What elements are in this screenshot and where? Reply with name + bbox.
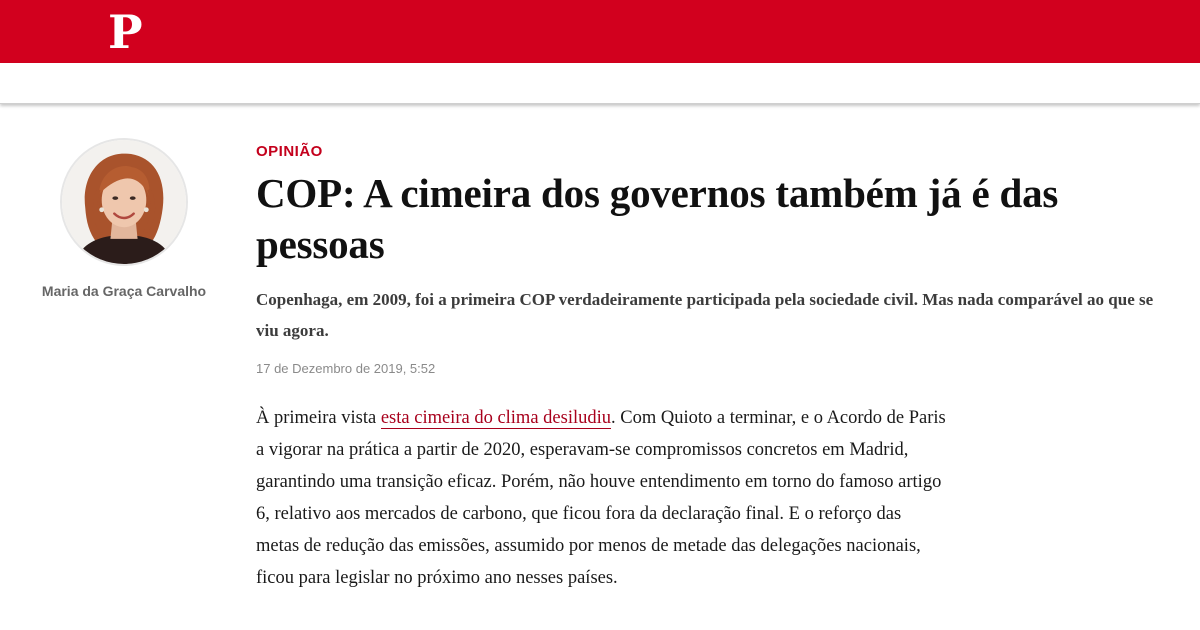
article: [256, 142, 1176, 594]
body-text-rest: . Com Quioto a terminar, e o Acordo de Paris a vigorar na prática a partir de 2020, esperavam-se compromissos concretos em Madrid, garantindo uma transição eficaz. Porém, não houve entendimento em torno do famoso artigo 6, relativo aos mercados de carbono, que ficou fora da declaração final. E o reforço das metas de redução das emissões, assumido por menos de metade das delegações nacionais, ficou para legislar no próximo ano nesses países.: [256, 408, 946, 588]
site-logo[interactable]: P: [108, 5, 142, 59]
sub-navigation-bar: [0, 63, 1200, 104]
section-kicker[interactable]: OPINIÃO: [256, 143, 323, 160]
article-title: COP: A cimeira dos governos também já é das pessoas: [256, 170, 1059, 267]
author-avatar[interactable]: [60, 138, 188, 266]
top-header-bar: [0, 0, 1200, 63]
author-name[interactable]: Maria da Graça Carvalho: [41, 283, 207, 299]
publish-date: 17 de Dezembro de 2019, 5:52: [256, 361, 436, 376]
body-text-start: À primeira vista: [256, 408, 381, 428]
climate-summit-link[interactable]: esta cimeira do clima desiludiu: [380, 408, 611, 428]
body-paragraph: [256, 402, 946, 594]
article-body: [256, 402, 946, 594]
article-lead: Copenhaga, em 2009, foi a primeira COP verdadeiramente participada pela sociedade civil. Mas nada comparável ao que se viu agora.: [256, 290, 1154, 340]
author-block: [20, 138, 228, 300]
